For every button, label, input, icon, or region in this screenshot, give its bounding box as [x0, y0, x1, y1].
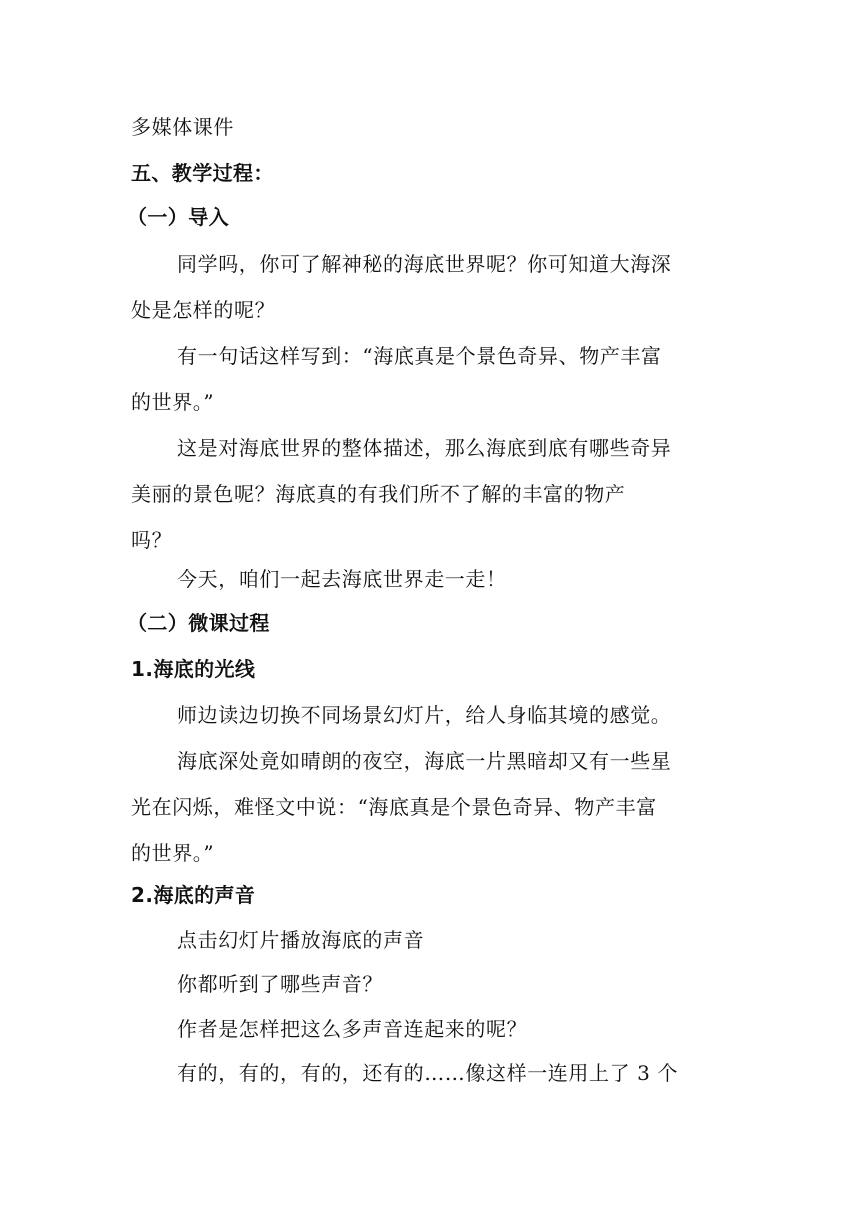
paragraph-line: 这是对海底世界的整体描述，那么海底到底有哪些奇异: [177, 436, 672, 460]
paragraph-line: 师边读边切换不同场景幻灯片，给人身临其境的感觉。: [177, 703, 672, 727]
paragraph-line: 今天，咱们一起去海底世界走一走！: [177, 567, 507, 591]
paragraph-line: 的世界。”: [131, 841, 215, 865]
heading-teaching-process: 五、教学过程：: [131, 161, 274, 185]
paragraph-line: 吗？: [131, 528, 173, 552]
paragraph-line: 有的，有的，有的，还有的……像这样一连用上了 3 个: [177, 1061, 679, 1085]
paragraph-line: 处是怎样的呢？: [131, 298, 276, 322]
text-line-materials: 多媒体课件: [131, 115, 234, 139]
paragraph-line: 海底深处竟如晴朗的夜空，海底一片黑暗却又有一些星: [177, 749, 672, 773]
paragraph-line: 光在闪烁，难怪文中说：“海底真是个景色奇异、物产丰富: [131, 795, 657, 819]
heading-ocean-sound: 2.海底的声音: [131, 883, 256, 907]
paragraph-line: 作者是怎样把这么多声音连起来的呢？: [177, 1017, 528, 1041]
heading-ocean-light: 1.海底的光线: [131, 657, 256, 681]
paragraph-line: 你都听到了哪些声音？: [177, 972, 383, 996]
heading-micro-lesson: （二）微课过程: [127, 611, 270, 635]
heading-introduction: （一）导入: [127, 205, 229, 229]
paragraph-line: 同学吗，你可了解神秘的海底世界呢？你可知道大海深: [177, 252, 672, 276]
paragraph-line: 美丽的景色呢？海底真的有我们所不了解的丰富的物产: [131, 482, 626, 506]
paragraph-line: 的世界。”: [131, 390, 215, 414]
paragraph-line: 有一句话这样写到：“海底真是个景色奇异、物产丰富: [177, 344, 662, 368]
paragraph-line: 点击幻灯片播放海底的声音: [177, 928, 425, 952]
